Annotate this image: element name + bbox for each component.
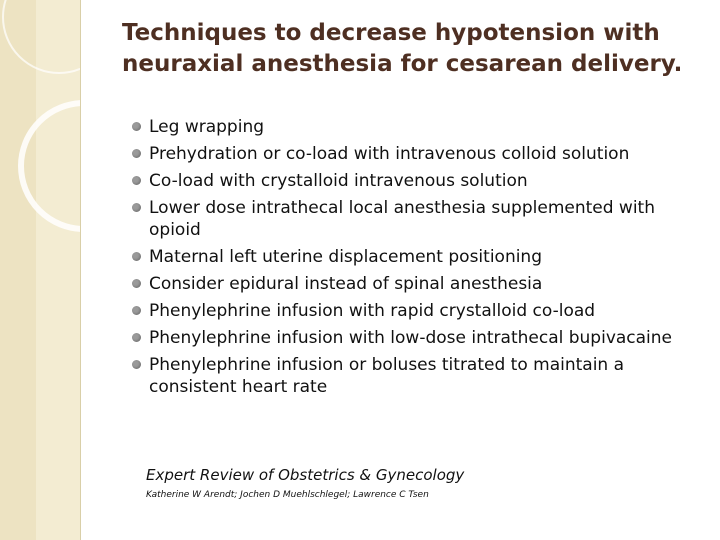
bullet-text: Consider epidural instead of spinal anesthesia: [149, 274, 543, 294]
bullet-dot-icon: [132, 203, 141, 212]
bullet-dot-icon: [132, 333, 141, 342]
bullet-dot-icon: [132, 306, 141, 315]
bullet-dot-icon: [132, 360, 141, 369]
slide-title-line-2: neuraxial anesthesia for cesarean delivery.: [122, 51, 683, 77]
bullet-dot-icon: [132, 279, 141, 288]
bullet-item: [132, 170, 672, 192]
sidebar-band: [0, 0, 36, 540]
bullet-text: Phenylephrine infusion with rapid crystalloid co-load: [149, 301, 596, 321]
slide-title-line-1: Techniques to decrease hypotension with: [122, 20, 660, 46]
bullet-text: Leg wrapping: [149, 117, 265, 137]
bullet-dot-icon: [132, 176, 141, 185]
source-citation: Expert Review of Obstetrics & Gynecology: [146, 466, 465, 484]
bullet-text: Maternal left uterine displacement positioning: [149, 247, 543, 267]
author-credits: Katherine W Arendt; Jochen D Muehlschlegel; Lawrence C Tsen: [146, 490, 429, 500]
decorative-sidebar: [0, 0, 81, 540]
bullet-item: [132, 327, 672, 349]
bullet-dot-icon: [132, 122, 141, 131]
bullet-item: [132, 354, 672, 398]
bullet-text: Phenylephrine infusion with low-dose intrathecal bupivacaine: [149, 328, 673, 348]
bullet-item: [132, 116, 672, 138]
bullet-text: Lower dose intrathecal local anesthesia supplemented with opioid: [149, 198, 655, 240]
bullet-item: [132, 273, 672, 295]
bullet-text: Prehydration or co-load with intravenous colloid solution: [149, 144, 630, 164]
bullet-text: Co-load with crystalloid intravenous solution: [149, 171, 528, 191]
bullet-item: [132, 246, 672, 268]
bullet-item: [132, 197, 672, 241]
bullet-dot-icon: [132, 252, 141, 261]
bullet-text: Phenylephrine infusion or boluses titrated to maintain a consistent heart rate: [149, 355, 625, 397]
bullet-item: [132, 300, 672, 322]
bullet-list: [132, 116, 672, 403]
bullet-item: [132, 143, 672, 165]
bullet-dot-icon: [132, 149, 141, 158]
slide-title: [122, 18, 702, 80]
